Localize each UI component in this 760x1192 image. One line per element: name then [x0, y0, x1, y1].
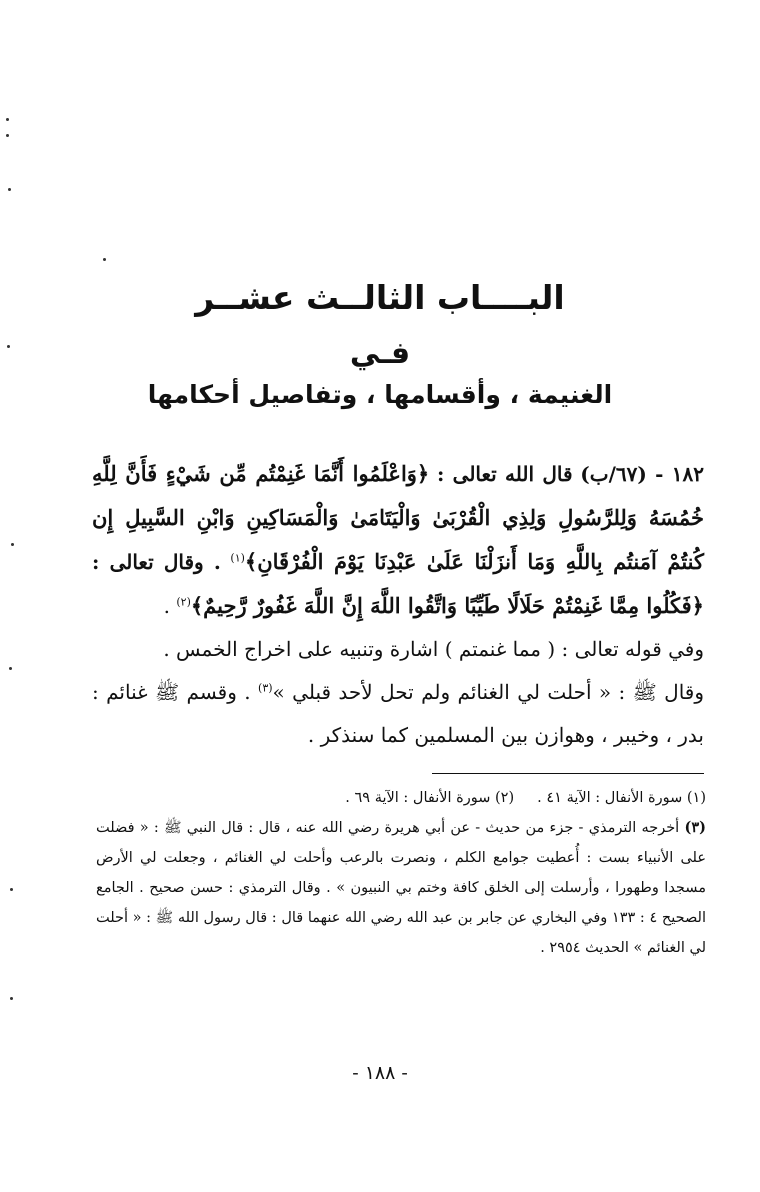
chapter-subtitle: الغنيمة ، وأقسامها ، وتفاصيل أحكامها — [147, 380, 613, 409]
quran-verse-1: ﴿وَاعْلَمُوا أَنَّمَا غَنِمْتُم مِّن شَيْءٍ فَأَنَّ لِلَّهِ خُمُسَهُ وَلِلرَّسُولِ وَلِذِي الْقُرْبَىٰ وَالْيَتَامَىٰ وَالْمَسَاكِينِ وَابْنِ السَّبِيلِ إِن كُنتُمْ آمَنتُم بِاللَّهِ وَمَا أَنزَلْنَا عَلَىٰ عَبْدِنَا يَوْمَ الْفُرْقَانِ﴾ — [92, 461, 704, 574]
paragraph-end: . — [163, 594, 170, 618]
footnote-ref-2: (٢) — [176, 595, 191, 609]
footnote-2: (٢) سورة الأنفال : الآية ٦٩ . — [345, 790, 515, 806]
paragraph-182 — [92, 452, 704, 628]
footnotes — [96, 783, 706, 963]
footnote-1: (١) سورة الأنفال : الآية ٤١ . — [537, 790, 706, 806]
chapter-connector: فـي — [349, 336, 411, 371]
footnote-3-text: أخرجه الترمذي - جزء من حديث - عن أبي هريرة رضي الله عنه ، قال : قال النبي ﷺ : « فضلت على الأنبياء بست : أُعطيت جوامع الكلم ، ونصرت بالرعب وأحلت لي الغنائم ، وجعلت لي الأرض مسجدا وطهورا ، وأرسلت إلى الخلق كافة وختم بي النبيون » . وقال الترمذي : حسن صحيح . الجامع الصحيح ٤ : ١٣٣ وفي البخاري عن جابر بن عبد الله رضي الله عنهما قال : قال رسول الله ﷺ : « أحلت لي الغنائم » الحديث ٢٩٥٤ . — [96, 820, 706, 956]
scan-speck — [9, 667, 12, 670]
scan-speck — [11, 543, 14, 546]
footnote-3-number: (٣) — [684, 819, 706, 836]
scan-speck — [6, 134, 9, 137]
scan-speck — [8, 188, 11, 191]
page-number: - ١٨٨ - — [352, 1062, 408, 1084]
footnote-line-1-2 — [96, 783, 706, 813]
paragraph-intro: قال الله تعالى : — [436, 462, 573, 486]
chapter-title: البــــاب الثالــث عشــر — [195, 278, 565, 317]
quran-verse-2: ﴿فَكُلُوا مِمَّا غَنِمْتُمْ حَلَالًا طَيِّبًا وَاتَّقُوا اللَّهَ إِنَّ اللَّهَ غَفُورٌ رَّحِيمٌ﴾ — [190, 593, 704, 618]
footnote-3 — [96, 813, 706, 963]
footnote-divider — [432, 773, 704, 774]
footnote-ref-1: (١) — [230, 551, 245, 565]
paragraph-number: ١٨٢ - (٦٧/ب) — [580, 462, 705, 486]
paragraph-3-continuation: . وقسم ﷺ غنائم : بدر ، وخيبر ، وهوازن بين المسلمين كما سنذكر . — [92, 680, 704, 747]
main-text — [92, 452, 704, 757]
footnote-ref-3: (٣) — [258, 681, 273, 695]
hadith-text: وقال ﷺ : « أحلت لي الغنائم ولم تحل لأحد قبلي » — [272, 680, 705, 704]
paragraph-mid: . وقال تعالى : — [92, 550, 221, 574]
paragraph-2: وفي قوله تعالى : ( مما غنمتم ) اشارة وتنبيه على اخراج الخمس . — [163, 637, 704, 661]
scan-speck — [10, 888, 13, 891]
scan-speck — [6, 118, 9, 121]
scan-speck — [10, 997, 13, 1000]
scan-speck — [7, 345, 10, 348]
scan-speck — [103, 258, 106, 261]
paragraph-3 — [92, 671, 704, 757]
